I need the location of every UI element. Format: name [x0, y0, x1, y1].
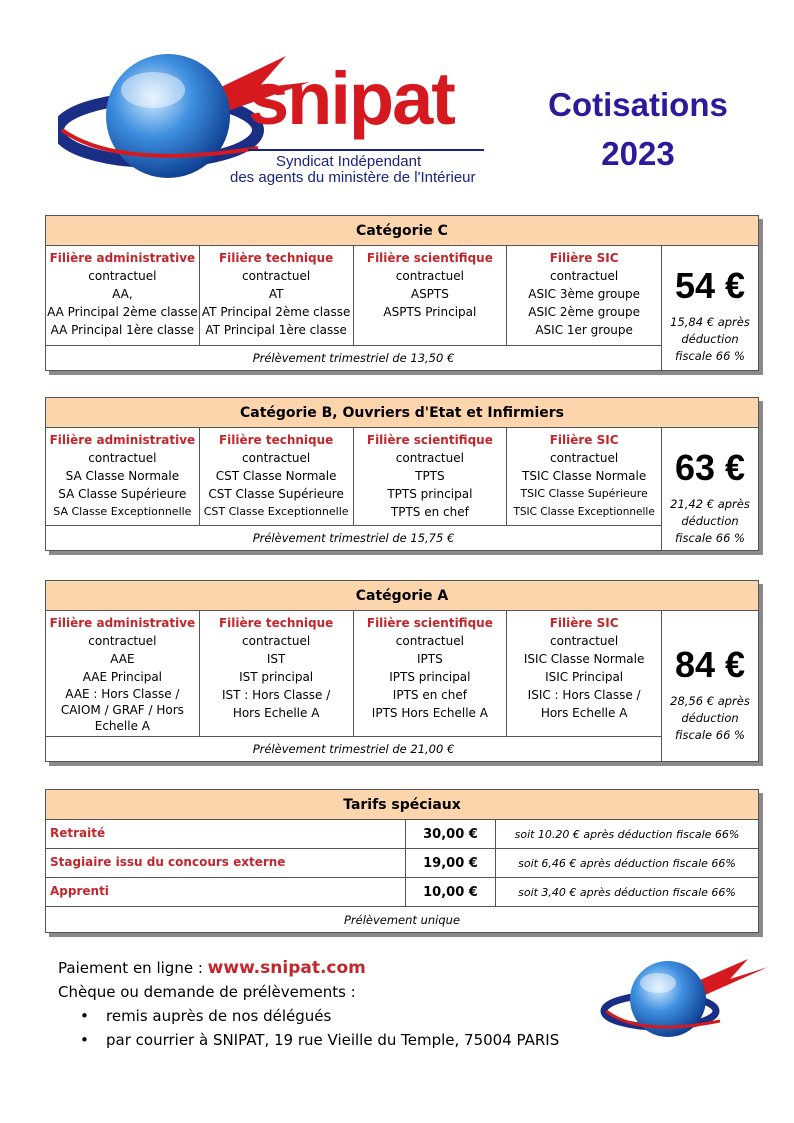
column-technique: [200, 246, 354, 345]
table-row: [46, 820, 758, 849]
price-cell: [662, 428, 758, 550]
grade-line: SA Classe Normale: [65, 469, 180, 483]
grade-line: contractuel: [550, 451, 619, 465]
grade-line: TPTS principal: [387, 487, 473, 501]
grade-line: ASIC 3ème groupe: [528, 287, 640, 301]
rate-deduction: soit 6,46 € après déduction fiscale 66%: [518, 857, 736, 870]
globe-decoration-icon: [600, 955, 770, 1045]
grade-line: CST Classe Supérieure: [208, 487, 344, 501]
page-title: [520, 80, 756, 178]
price-note: 15,84 € après déduction fiscale 66 %: [670, 315, 750, 363]
grade-line: contractuel: [395, 634, 464, 648]
grade-line: ASIC 1er groupe: [535, 323, 633, 337]
special-rates-table: [45, 789, 759, 933]
grade-line: AT Principal 2ème classe: [201, 305, 351, 319]
grade-line: CST Classe Exceptionnelle: [203, 505, 349, 518]
column-administrative: [46, 246, 200, 345]
column-technique: [200, 611, 354, 736]
grade-line: IST principal: [239, 670, 314, 684]
prelevement-text: Prélèvement unique: [343, 912, 461, 927]
grade-line: AA Principal 1ère classe: [50, 323, 195, 337]
title-line-1: Cotisations: [548, 86, 728, 123]
grade-line: IPTS: [417, 652, 443, 666]
column-scientifique: [354, 611, 508, 736]
grade-line: contractuel: [550, 634, 619, 648]
column-scientifique: [354, 246, 508, 345]
grade-line: IST : Hors Classe / Hors Echelle A: [221, 688, 331, 720]
price-amount: 84 €: [674, 644, 746, 685]
logo-subtitle-line1: Syndicat Indépendant: [276, 153, 422, 170]
grade-line: ASIC 2ème groupe: [528, 305, 640, 319]
grade-line: contractuel: [550, 269, 619, 283]
grade-line: contractuel: [88, 269, 157, 283]
grade-line: AAE Principal: [82, 670, 163, 684]
prelevement-text: Prélèvement trimestriel de 15,75 €: [252, 531, 455, 545]
grade-line: contractuel: [395, 269, 464, 283]
grade-line: TSIC Classe Normale: [522, 469, 647, 483]
rate-deduction: soit 3,40 € après déduction fiscale 66%: [518, 886, 736, 899]
price-note: 28,56 € après déduction fiscale 66 %: [670, 694, 750, 742]
table-row: [46, 849, 758, 878]
filiere-label: Filière SIC: [549, 433, 619, 447]
grade-line: contractuel: [242, 451, 311, 465]
column-scientifique: [354, 428, 508, 525]
grade-line: AAE : Hors Classe / CAIOM / GRAF / Hors Echelle A: [60, 687, 184, 733]
grade-line: contractuel: [242, 634, 311, 648]
grade-line: ASPTS: [410, 287, 449, 301]
filiere-label: Filière administrative: [49, 616, 196, 630]
category-title: Catégorie C: [46, 216, 758, 246]
column-sic: [507, 611, 661, 736]
rate-amount: 19,00 €: [406, 849, 496, 877]
grade-line: TSIC Classe Exceptionnelle: [513, 506, 655, 518]
price-amount: 63 €: [674, 447, 746, 488]
payment-line: [58, 956, 559, 980]
filiere-label: Filière technique: [218, 616, 334, 630]
prelevement-text: Prélèvement trimestriel de 13,50 €: [252, 351, 455, 365]
column-administrative: [46, 428, 200, 525]
category-title: Catégorie A: [46, 581, 758, 611]
filiere-label: Filière scientifique: [366, 251, 493, 265]
filiere-label: Filière SIC: [549, 616, 619, 630]
grade-line: TPTS en chef: [390, 505, 469, 519]
price-amount: 54 €: [674, 265, 746, 306]
grade-line: IPTS Hors Echelle A: [371, 706, 488, 720]
category-a-block: [45, 580, 759, 762]
filiere-label: Filière administrative: [49, 433, 196, 447]
grade-line: ISIC : Hors Classe / Hors Echelle A: [527, 688, 641, 720]
rate-amount: 30,00 €: [406, 820, 496, 848]
logo-subtitle-line2: des agents du ministère de l'Intérieur: [230, 169, 476, 186]
grade-line: SA Classe Supérieure: [58, 487, 187, 501]
logo-divider: [248, 149, 484, 151]
snipat-logo: [58, 48, 498, 188]
rate-label: Retraité: [46, 820, 406, 848]
cheque-line: Chèque ou demande de prélèvements :: [58, 983, 356, 1001]
grade-line: AAE: [110, 652, 135, 666]
special-rates-title: Tarifs spéciaux: [46, 790, 758, 820]
filiere-label: Filière technique: [218, 433, 334, 447]
grade-line: ASPTS Principal: [383, 305, 477, 319]
grade-line: contractuel: [88, 451, 157, 465]
filiere-label: Filière technique: [218, 251, 334, 265]
filiere-label: Filière scientifique: [366, 433, 493, 447]
list-item: • remis auprès de nos délégués: [80, 1004, 559, 1028]
grade-line: IPTS en chef: [392, 688, 467, 702]
rate-label: Stagiaire issu du concours externe: [46, 849, 406, 877]
grade-line: IST: [266, 652, 286, 666]
grade-line: IPTS principal: [389, 670, 471, 684]
rate-amount: 10,00 €: [406, 878, 496, 906]
category-title: Catégorie B, Ouvriers d'Etat et Infirmiers: [46, 398, 758, 428]
filiere-label: Filière scientifique: [366, 616, 493, 630]
column-administrative: [46, 611, 200, 736]
rate-label: Apprenti: [46, 878, 406, 906]
grade-line: CST Classe Normale: [215, 469, 337, 483]
price-note: 21,42 € après déduction fiscale 66 %: [670, 497, 750, 545]
grade-line: AT: [268, 287, 284, 301]
payment-info: [58, 956, 559, 1052]
rate-deduction: soit 10.20 € après déduction fiscale 66%: [514, 828, 740, 841]
table-row: [46, 878, 758, 907]
category-b-block: [45, 397, 759, 551]
grade-line: contractuel: [242, 269, 311, 283]
column-sic: [507, 246, 661, 345]
category-c-block: [45, 215, 759, 371]
website-link[interactable]: www.snipat.com: [207, 958, 366, 978]
column-sic: [507, 428, 661, 525]
grade-line: SA Classe Exceptionnelle: [53, 505, 192, 518]
grade-line: contractuel: [88, 634, 157, 648]
grade-line: TSIC Classe Supérieure: [520, 487, 648, 500]
filiere-label: Filière SIC: [549, 251, 619, 265]
grade-line: AA Principal 2ème classe: [47, 305, 198, 319]
price-cell: [662, 246, 758, 370]
grade-line: AT Principal 1ère classe: [205, 323, 347, 337]
price-cell: [662, 611, 758, 761]
filiere-label: Filière administrative: [49, 251, 196, 265]
grade-line: contractuel: [395, 451, 464, 465]
prelevement-text: Prélèvement trimestriel de 21,00 €: [252, 742, 455, 756]
logo-wordmark: snipat: [248, 57, 454, 140]
payment-label: Paiement en ligne :: [58, 959, 208, 977]
grade-line: ISIC Principal: [545, 670, 624, 684]
payment-bullets: [80, 1004, 559, 1052]
grade-line: TPTS: [415, 469, 445, 483]
list-item: • par courrier à SNIPAT, 19 rue Vieille du Temple, 75004 PARIS: [80, 1028, 559, 1052]
column-technique: [200, 428, 354, 525]
title-line-2: 2023: [601, 135, 675, 172]
grade-line: ISIC Classe Normale: [523, 652, 645, 666]
grade-line: AA,: [112, 287, 133, 301]
